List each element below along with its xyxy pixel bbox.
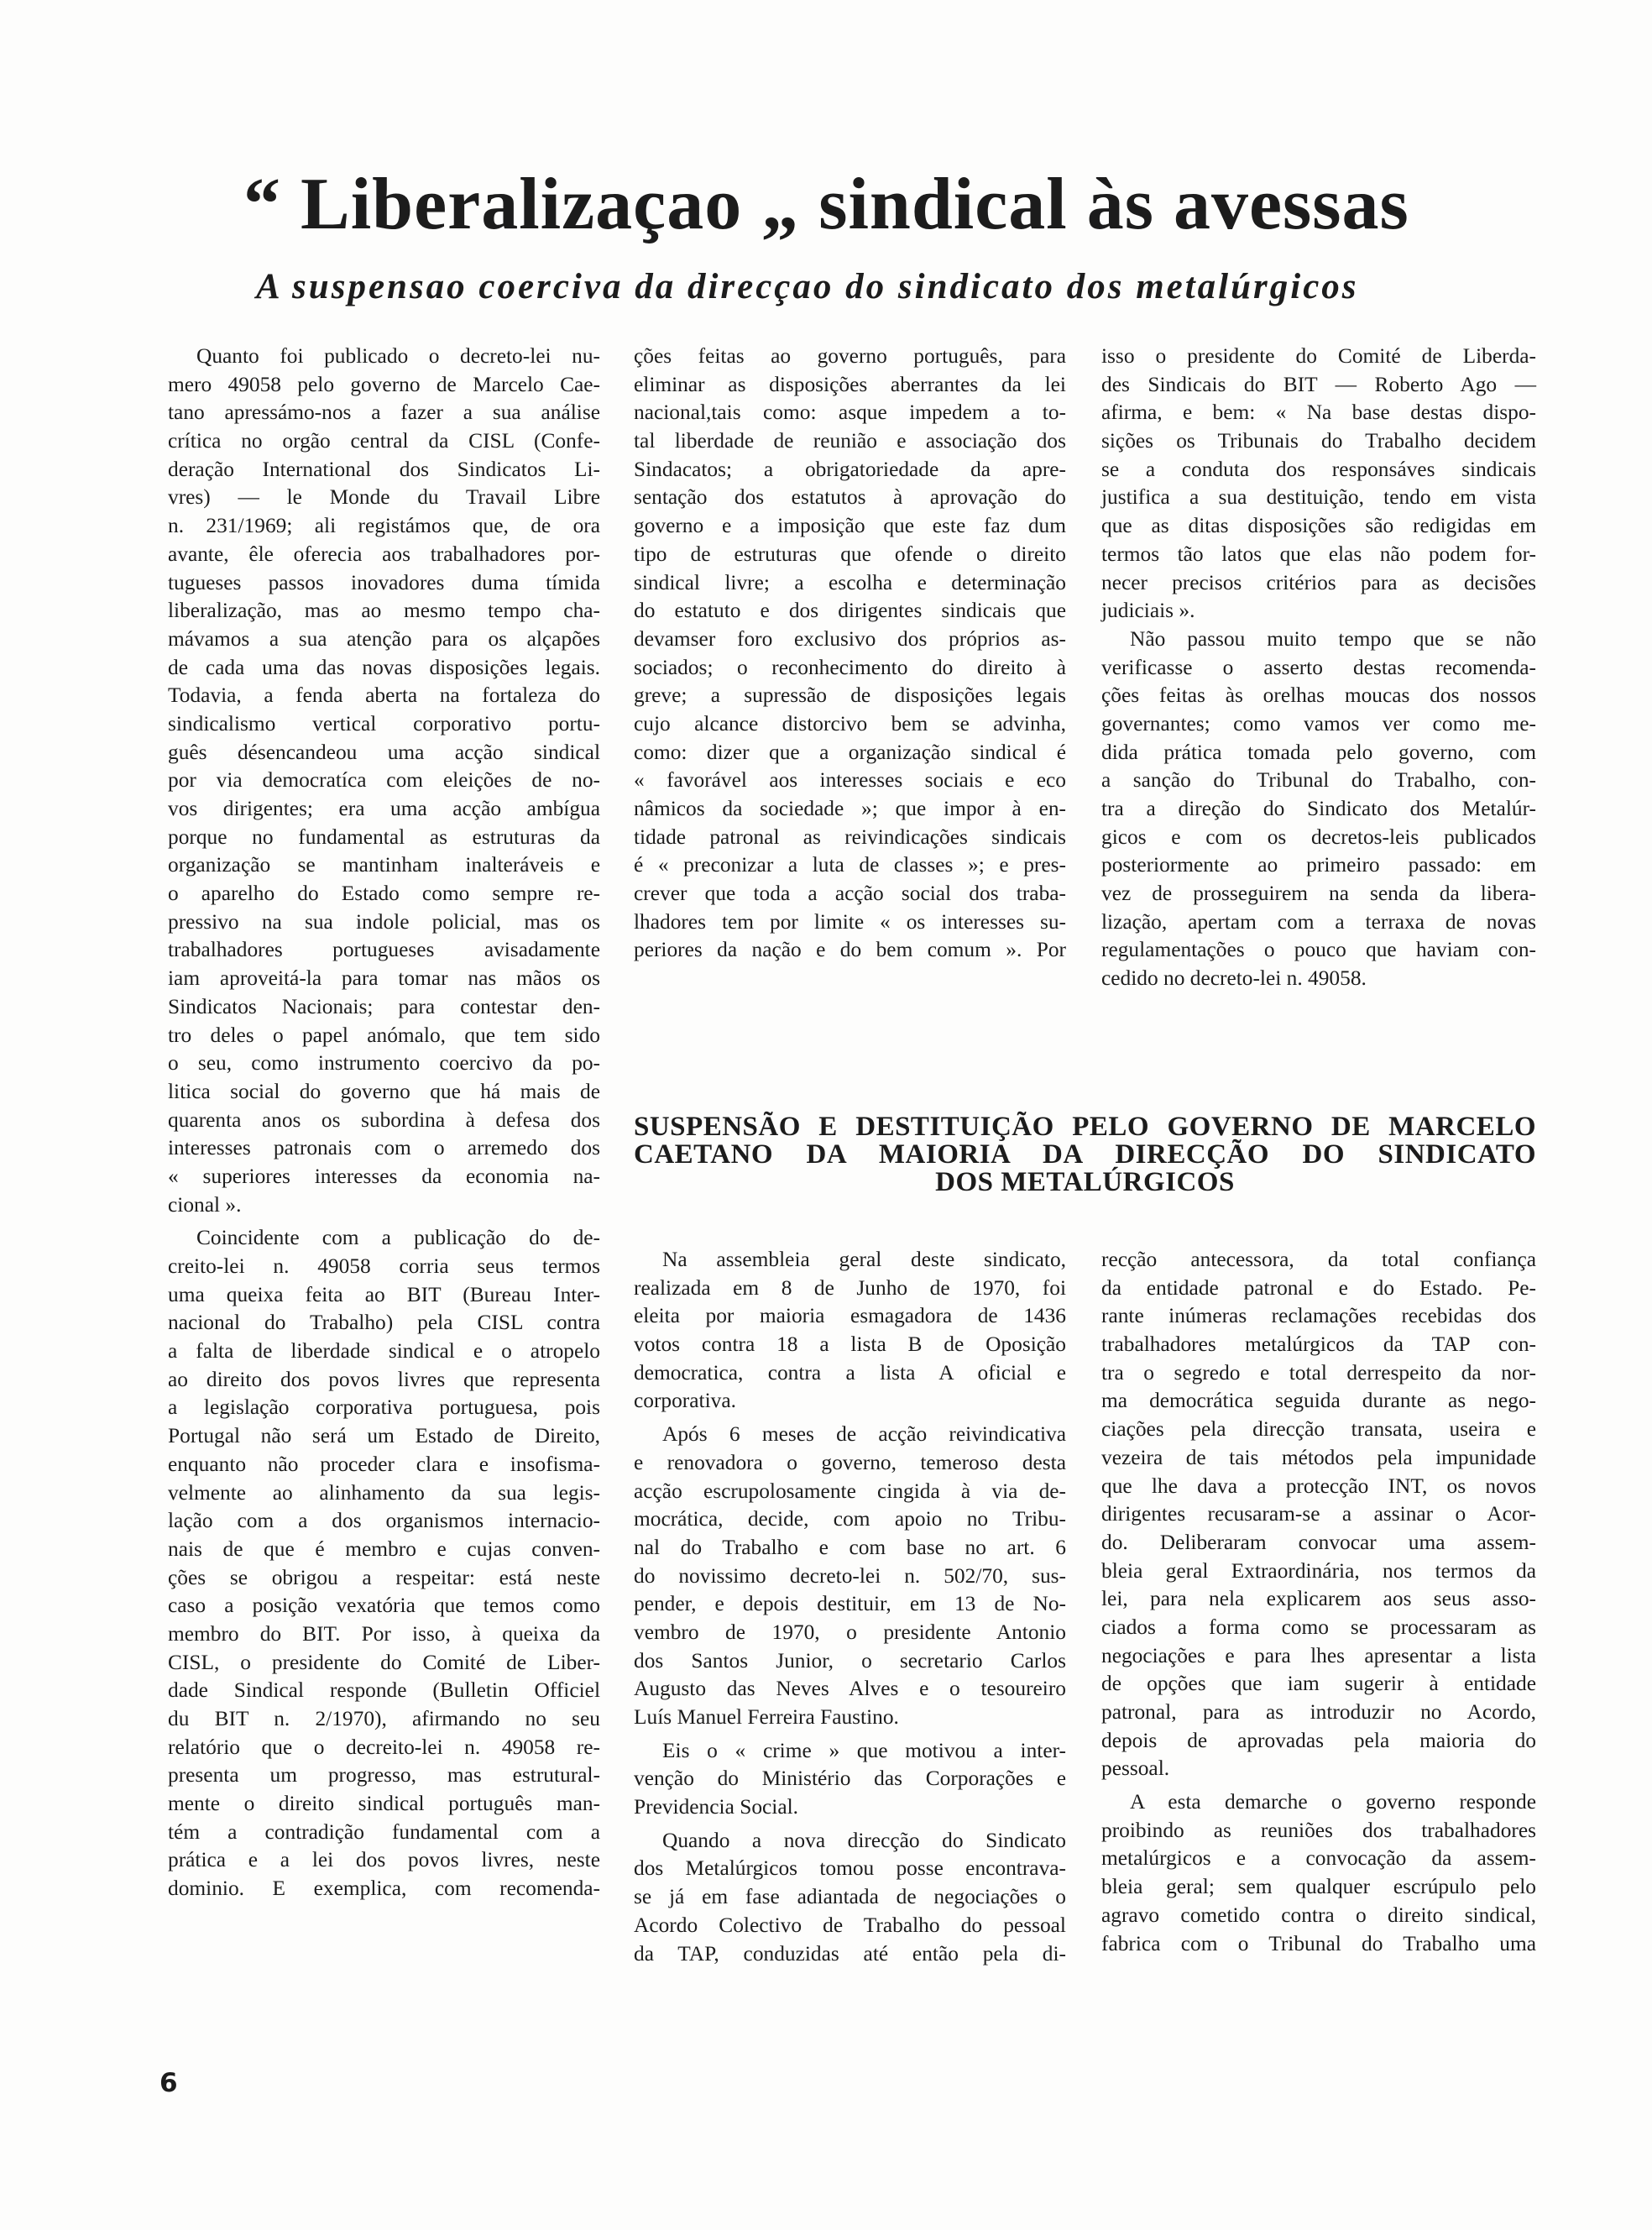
text-line: Quando a nova direcção do Sindicato: [662, 1828, 1066, 1852]
text-line: a sanção do Tribunal do Trabalho, con-: [1101, 768, 1536, 793]
text-line: ciados a forma como se processaram as: [1101, 1615, 1536, 1639]
text-line: lação com a dos organismos internacio-: [168, 1509, 600, 1533]
text-line: du BIT n. 2/1970), afirmando no seu: [168, 1707, 600, 1730]
text-line: acção escrupolosamente cingida à via de-: [634, 1479, 1066, 1503]
text-line: realizada em 8 de Junho de 1970, foi: [634, 1275, 1066, 1300]
text-line: greve; a supressão de disposições legais: [634, 683, 1066, 708]
text-line: tro deles o papel anómalo, que tem sido: [168, 1023, 600, 1047]
text-line: liberalização, mas ao mesmo tempo cha-: [168, 599, 600, 623]
text-line: ma democrática seguida durante as nego-: [1101, 1389, 1536, 1413]
text-line: por via democratíca com eleições de no-: [168, 768, 600, 793]
article-column-3: [1101, 343, 1536, 993]
text-line: quarenta anos os subordina à defesa dos: [168, 1107, 600, 1132]
text-line: bleia geral Extraordinária, nos termos da: [1101, 1558, 1536, 1583]
text-line: necer precisos critérios para as decisões: [1101, 570, 1536, 594]
text-line: nacional,tais como: asque impedem a to-: [634, 400, 1066, 425]
text-line: ções feitas ao governo português, para: [634, 344, 1066, 368]
text-line: sentação dos estatutos à aprovação do: [634, 485, 1066, 510]
text-line: depois de aprovadas pela maioria do: [1101, 1728, 1536, 1752]
text-line: mávamos a sua atenção para os alçapões: [168, 626, 600, 651]
text-line: a legislação corporativa portuguesa, pois: [168, 1395, 600, 1420]
text-line: periores da nação e do bem comum ». Por: [634, 938, 1066, 962]
text-line: nais de que é membro e cujas conven-: [168, 1536, 600, 1561]
text-line: organização se mantinham inalteráveis e: [168, 853, 600, 877]
text-line: Portugal não será um Estado de Direito,: [168, 1424, 600, 1448]
article-column-2: [634, 343, 1066, 965]
article-column-4: [634, 1246, 1066, 1968]
text-line: democratica, contra a lista A oficial e: [634, 1360, 1066, 1385]
text-line: regulamentações o pouco que haviam con-: [1101, 938, 1536, 962]
text-line: venção do Ministério das Corporações e: [634, 1767, 1066, 1791]
text-line: ções feitas às orelhas moucas dos nossos: [1101, 683, 1536, 708]
text-line: crever que toda a acção social dos traba-: [634, 882, 1066, 906]
text-line: Augusto das Neves Alves e o tesoureiro: [634, 1677, 1066, 1701]
text-line: verificasse o asserto destas recomenda-: [1101, 655, 1536, 679]
text-line: mocrática, decide, com apoio no Tribu-: [634, 1507, 1066, 1531]
text-line: bleia geral; sem qualquer escrúpulo pelo: [1101, 1875, 1536, 1899]
text-line: mente o direito sindical português man-: [168, 1792, 600, 1816]
text-line: nal do Trabalho e com base no art. 6: [634, 1535, 1066, 1559]
text-line: Acordo Colectivo de Trabalho do pessoal: [634, 1913, 1066, 1937]
text-line: se a conduta dos responsáves sindicais: [1101, 457, 1536, 481]
text-line: Eis o « crime » que motivou a inter-: [662, 1738, 1066, 1762]
text-line: eleita por maioria esmagadora de 1436: [634, 1304, 1066, 1328]
text-line: des Sindicais do BIT — Roberto Ago —: [1101, 372, 1536, 396]
text-line: ções se obrigou a respeitar: está neste: [168, 1565, 600, 1589]
text-line: vezeira de tais métodos pela impunidade: [1101, 1445, 1536, 1469]
text-line: n. 231/1969; ali registámos que, de ora: [168, 514, 600, 538]
text-line: fabrica com o Tribunal do Trabalho uma: [1101, 1931, 1536, 1955]
text-line: o aparelho do Estado como sempre re-: [168, 882, 600, 906]
text-line: que lhe dava a protecção INT, os novos: [1101, 1474, 1536, 1498]
text-line: devamser foro exclusivo dos próprios as-: [634, 626, 1066, 651]
text-line: cional ».: [168, 1192, 242, 1217]
text-line: Previdencia Social.: [634, 1795, 799, 1819]
text-line: é « preconizar a luta de classes »; e pres-: [634, 853, 1066, 877]
text-line: « superiores interesses da economia na-: [168, 1164, 600, 1188]
article-column-1: [168, 343, 600, 1903]
text-line: creito-lei n. 49058 corria seus termos: [168, 1254, 600, 1278]
text-line: e renovadora o governo, temeroso desta: [634, 1450, 1066, 1474]
text-line: Coincidente com a publicação do de-: [196, 1226, 600, 1250]
text-line: prática e a lei dos povos livres, neste: [168, 1848, 600, 1872]
text-line: Quanto foi publicado o decreto-lei nu-: [196, 344, 600, 368]
text-line: porque no fundamental as estruturas da: [168, 824, 600, 849]
text-line: sociados; o reconhecimento do direito à: [634, 655, 1066, 679]
text-line: velmente ao alinhamento da sua legis-: [168, 1480, 600, 1505]
heading-line: SUSPENSÃO E DESTITUIÇÃO PELO GOVERNO DE MARCELO: [634, 1112, 1536, 1142]
text-line: se já em fase adiantada de negociações o: [634, 1885, 1066, 1909]
text-line: iam aproveitá-la para tomar nas mãos os: [168, 966, 600, 991]
text-line: tal liberdade de reunião e associação dos: [634, 429, 1066, 453]
text-line: lhadores tem por limite « os interesses su-: [634, 909, 1066, 934]
text-line: judiciais ».: [1101, 599, 1195, 623]
text-line: afirma, e bem: « Na base destas dispo-: [1101, 400, 1536, 425]
article-column-5: [1101, 1246, 1536, 1958]
text-line: votos contra 18 a lista B de Oposição: [634, 1332, 1066, 1357]
text-line: Sindicatos Nacionais; para contestar den-: [168, 994, 600, 1018]
text-line: metalúrgicos e a convocação da assem-: [1101, 1846, 1536, 1871]
text-line: tugueses passos inovadores duma tímida: [168, 570, 600, 594]
text-line: deração International dos Sindicatos Li-: [168, 457, 600, 481]
text-line: dominio. E exemplica, com recomenda-: [168, 1877, 600, 1901]
text-line: negociações e para lhes apresentar a lista: [1101, 1643, 1536, 1667]
text-line: o seu, como instrumento coercivo da po-: [168, 1051, 600, 1076]
text-line: dida prática tomada pelo governo, com: [1101, 740, 1536, 764]
text-line: de opções que iam sugerir à entidade: [1101, 1672, 1536, 1696]
text-line: trabalhadores metalúrgicos da TAP con-: [1101, 1332, 1536, 1357]
text-line: presenta um progresso, mas estrutural-: [168, 1763, 600, 1788]
text-line: sindical livre; a escolha e determinação: [634, 570, 1066, 594]
text-line: proibindo as reuniões dos trabalhadores: [1101, 1818, 1536, 1842]
text-line: A esta demarche o governo responde: [1130, 1790, 1536, 1814]
page-title: “ Liberalizaçao „ sindical às avessas: [243, 164, 1409, 245]
text-line: do novissimo decreto-lei n. 502/70, sus-: [634, 1563, 1066, 1588]
text-line: pressivo na sua indole policial, mas os: [168, 909, 600, 934]
text-line: CISL, o presidente do Comité de Liber-: [168, 1650, 600, 1674]
text-line: vres) — le Monde du Travail Libre: [168, 485, 600, 510]
text-line: tra a direção do Sindicato dos Metalúr-: [1101, 797, 1536, 820]
text-line: isso o presidente do Comité de Liberda-: [1101, 344, 1536, 368]
section-heading: [634, 1113, 1536, 1196]
text-line: lização, apertam com a terraxa de novas: [1101, 909, 1536, 934]
text-line: Não passou muito tempo que se não: [1130, 626, 1536, 651]
text-line: do. Deliberaram convocar uma assem-: [1101, 1530, 1536, 1554]
text-line: governo e a imposição que este faz dum: [634, 514, 1066, 538]
text-line: vos dirigentes; era uma acção ambígua: [168, 797, 600, 820]
text-line: a falta de liberdade sindical e o atropelo: [168, 1339, 600, 1364]
text-line: Todavia, a fenda aberta na fortaleza do: [168, 683, 600, 708]
text-line: tano apressámo-nos a fazer a sua análise: [168, 400, 600, 425]
text-line: recção antecessora, da total confiança: [1101, 1248, 1536, 1271]
heading-line: DOS METALÚRGICOS: [935, 1167, 1235, 1197]
text-line: Após 6 meses de acção reivindicativa: [662, 1422, 1066, 1447]
heading-line: CAETANO DA MAIORIA DA DIRECÇÃO DO SINDICATO: [634, 1139, 1536, 1170]
text-line: cedido no decreto-lei n. 49058.: [1101, 966, 1367, 991]
text-line: governantes; como vamos ver como me-: [1101, 711, 1536, 735]
text-line: sições os Tribunais do Trabalho decidem: [1101, 429, 1536, 453]
text-line: eliminar as disposições aberrantes da lei: [634, 372, 1066, 396]
text-line: como: dizer que a organização sindical é: [634, 740, 1066, 764]
text-line: dos Santos Junior, o secretario Carlos: [634, 1648, 1066, 1672]
text-line: nâmicos da sociedade »; que impor à en-: [634, 797, 1066, 820]
text-line: uma queixa feita ao BIT (Bureau Inter-: [168, 1282, 600, 1306]
text-line: posteriormente ao primeiro passado: em: [1101, 853, 1536, 877]
text-line: corporativa.: [634, 1389, 736, 1413]
text-line: que as ditas disposições são redigidas em: [1101, 514, 1536, 538]
text-line: vez de prosseguirem na senda da libera-: [1101, 882, 1536, 906]
text-line: Sindacatos; a obrigatoriedade da apre-: [634, 457, 1066, 481]
text-line: vembro de 1970, o presidente Antonio: [634, 1620, 1066, 1644]
page-number: 6: [159, 2068, 178, 2098]
text-line: avante, êle oferecia aos trabalhadores por-: [168, 542, 600, 566]
text-line: dirigentes recusaram-se a assinar o Acor-: [1101, 1502, 1536, 1526]
text-line: pessoal.: [1101, 1756, 1170, 1781]
text-line: termos tão latos que elas não podem for-: [1101, 542, 1536, 566]
text-line: sindicalismo vertical corporativo portu-: [168, 711, 600, 735]
text-line: guês désencandeou uma acção sindical: [168, 740, 600, 764]
text-line: nacional do Trabalho) pela CISL contra: [168, 1311, 600, 1335]
text-line: de cada uma das novas disposições legais.: [168, 655, 600, 679]
text-line: trabalhadores portugueses avisadamente: [168, 938, 600, 962]
text-line: gicos e com os decretos-leis publicados: [1101, 824, 1536, 849]
page-subtitle: A suspensao coerciva da direcçao do sindicato dos metalúrgicos: [256, 267, 1359, 306]
text-line: do estatuto e dos dirigentes sindicais que: [634, 599, 1066, 623]
text-line: da TAP, conduzidas até então pela di-: [634, 1941, 1066, 1966]
text-line: caso a posição vexatória que temos como: [168, 1594, 600, 1618]
text-line: patronal, para as introduzir no Acordo,: [1101, 1700, 1536, 1724]
text-line: tra o segredo e total derrespeito da nor-: [1101, 1360, 1536, 1385]
text-line: litica social do governo que há mais de: [168, 1079, 600, 1103]
text-line: da entidade patronal e do Estado. Pe-: [1101, 1275, 1536, 1300]
text-line: rante inúmeras reclamações recebidas dos: [1101, 1304, 1536, 1328]
text-line: Na assembleia geral deste sindicato,: [662, 1248, 1066, 1271]
text-line: dos Metalúrgicos tomou posse encontrava-: [634, 1856, 1066, 1881]
text-line: membro do BIT. Por isso, à queixa da: [168, 1621, 600, 1646]
text-line: crítica no orgão central da CISL (Confe-: [168, 429, 600, 453]
text-line: agravo cometido contra o direito sindical,: [1101, 1903, 1536, 1927]
text-line: tidade patronal as reivindicações sindicais: [634, 824, 1066, 849]
text-line: justifica a sua destituição, tendo em vista: [1101, 485, 1536, 510]
text-line: lei, para nela explicarem aos seus asso-: [1101, 1587, 1536, 1611]
text-line: « favorável aos interesses sociais e eco: [634, 768, 1066, 793]
text-line: interesses patronais com o arremedo dos: [168, 1136, 600, 1160]
text-line: ciações pela direcção transata, useira e: [1101, 1417, 1536, 1442]
text-line: pender, e depois destituir, em 13 de No-: [634, 1592, 1066, 1616]
text-line: relatório que o decreito-lei n. 49058 re-: [168, 1735, 600, 1759]
text-line: tém a contradição fundamental com a: [168, 1819, 600, 1844]
text-line: Luís Manuel Ferreira Faustino.: [634, 1705, 899, 1729]
text-line: mero 49058 pelo governo de Marcelo Cae-: [168, 372, 600, 396]
text-line: cujo alcance distorcivo bem se advinha,: [634, 711, 1066, 735]
text-line: dade Sindical responde (Bulletin Officiel: [168, 1678, 600, 1703]
text-line: enquanto não proceder clara e insofisma-: [168, 1452, 600, 1476]
text-line: tipo de estruturas que ofende o direito: [634, 542, 1066, 566]
text-line: ao direito dos povos livres que representa: [168, 1367, 600, 1391]
